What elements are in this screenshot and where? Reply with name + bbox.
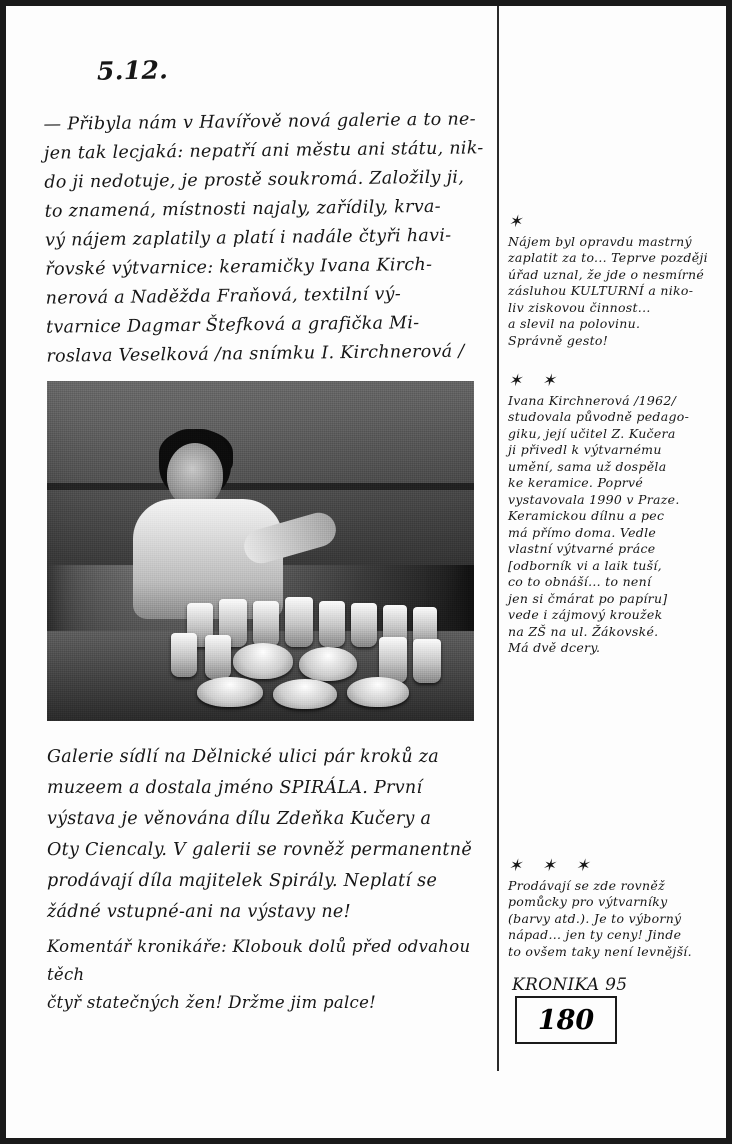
margin-note-line: zaplatit za to... Teprve později [508,250,708,265]
asterisk-icon: ✶ ✶ [508,371,563,391]
margin-note-line: vede i zájmový kroužek [508,607,663,622]
caption-line: Galerie sídlí na Dělnické ulici pár kroků za [47,747,440,767]
margin-note-a [508,214,716,349]
chronicler-comment-line: čtyř statečných žen! Držme jim palce! [47,993,377,1012]
page-frame-top [0,0,732,6]
photo-ceramicist-in-workshop [47,381,474,721]
margin-note-line: má přímo doma. Vedle [508,524,657,540]
chronicler-comment-line: Komentář kronikáře: Klobouk dolů před odvahou těch [47,937,471,984]
page-frame-left [0,0,6,1144]
margin-note-line: giku, její učitel Z. Kučera [508,425,676,441]
caption-line: žádné vstupné-ani na výstavy ne! [47,902,351,922]
margin-note-line: to ovšem taky není levnější. [508,943,692,959]
margin-note-line: vlastní výtvarné práce [508,541,656,556]
margin-note-line: vystavovala 1990 v Praze. [508,491,680,507]
main-text-line: roslava Veselková /na snímku I. Kirchnerová / [46,341,465,367]
margin-note-b [508,373,716,657]
caption-text-block [47,742,492,928]
margin-note-line: Ivana Kirchnerová /1962/ [508,392,677,408]
margin-note-line: jen si čmárat po papíru] [508,590,668,606]
caption-line: prodávají díla majitelek Spirály. Neplatí se [47,871,438,891]
page-number-box [515,996,617,1044]
chronicle-label: KRONIKA 95 [512,975,628,995]
margin-note-line: [odborník vi a laik tuší, [508,557,662,573]
main-text-line: tvarnice Dagmar Štefková a grafička Mi- [45,313,420,338]
asterisk-icon: ✶ ✶ ✶ [508,856,597,876]
margin-note-line: liv ziskovou činnost... [508,299,651,315]
main-text-line: jen tak lecjaká: nepatří ani městu ani státu, nik- [43,138,484,164]
chronicler-comment-block [47,933,492,1017]
margin-note-line: Nájem byl opravdu mastrný [508,233,692,249]
main-text-block [43,105,486,371]
margin-note-line: ji přivedl k výtvarnému [508,442,662,457]
margin-note-line: umění, sama už dospěla [508,458,667,474]
asterisk-icon: ✶ [508,212,530,232]
margin-rule [497,6,499,1071]
margin-note-line: nápad... jen ty ceny! Jinde [508,927,682,942]
photo-grain-overlay [47,381,474,721]
margin-note-line: Má dvě dcery. [508,640,601,655]
margin-note-line: (barvy atd.). Je to výborný [508,910,682,926]
page-frame-bottom [0,1138,732,1144]
caption-line: Oty Ciencaly. V galerii se rovněž permanentně [47,840,472,860]
margin-note-line: Správně gesto! [508,332,609,348]
main-text-line: do ji nedotuje, je prostě soukromá. Založily ji, [44,167,465,193]
margin-note-line: Keramickou dílnu a pec [508,508,665,523]
margin-note-line: pomůcky pro výtvarníky [508,894,668,909]
date-heading: 5.12. [96,55,169,86]
main-text-line: řovské výtvarnice: keramičky Ivana Kirch- [45,254,433,280]
margin-note-line: studovala původně pedago- [508,409,690,424]
caption-line: muzeem a dostala jméno SPIRÁLA. První [47,778,423,798]
page-frame-right [726,0,732,1144]
caption-line: výstava je věnována dílu Zdeňka Kučery a [47,809,432,829]
margin-note-line: co to obnáší... to není [508,574,652,589]
main-text-line: — Přibyla nám v Havířově nová galerie a to ne- [43,109,476,135]
margin-note-line: ke keramice. Poprvé [508,475,644,490]
main-text-line: nerová a Naděžda Fraňová, textilní vý- [45,284,402,309]
page-number: 180 [537,1004,595,1036]
main-text-line: vý nájem zaplatily a platí i nadále čtyři havi- [44,225,452,251]
margin-note-line: a slevil na polovinu. [508,316,641,331]
margin-note-line: úřad uznal, že jde o nesmírné [508,266,705,282]
margin-note-line: zásluhou KULTURNÍ a niko- [508,283,694,298]
margin-note-c [508,858,716,960]
main-text-line: to znamená, místnosti najaly, zařídily, krva- [44,196,442,222]
margin-note-line: na ZŠ na ul. Žákovské. [508,623,659,639]
margin-note-line: Prodávají se zde rovněž [508,877,665,893]
